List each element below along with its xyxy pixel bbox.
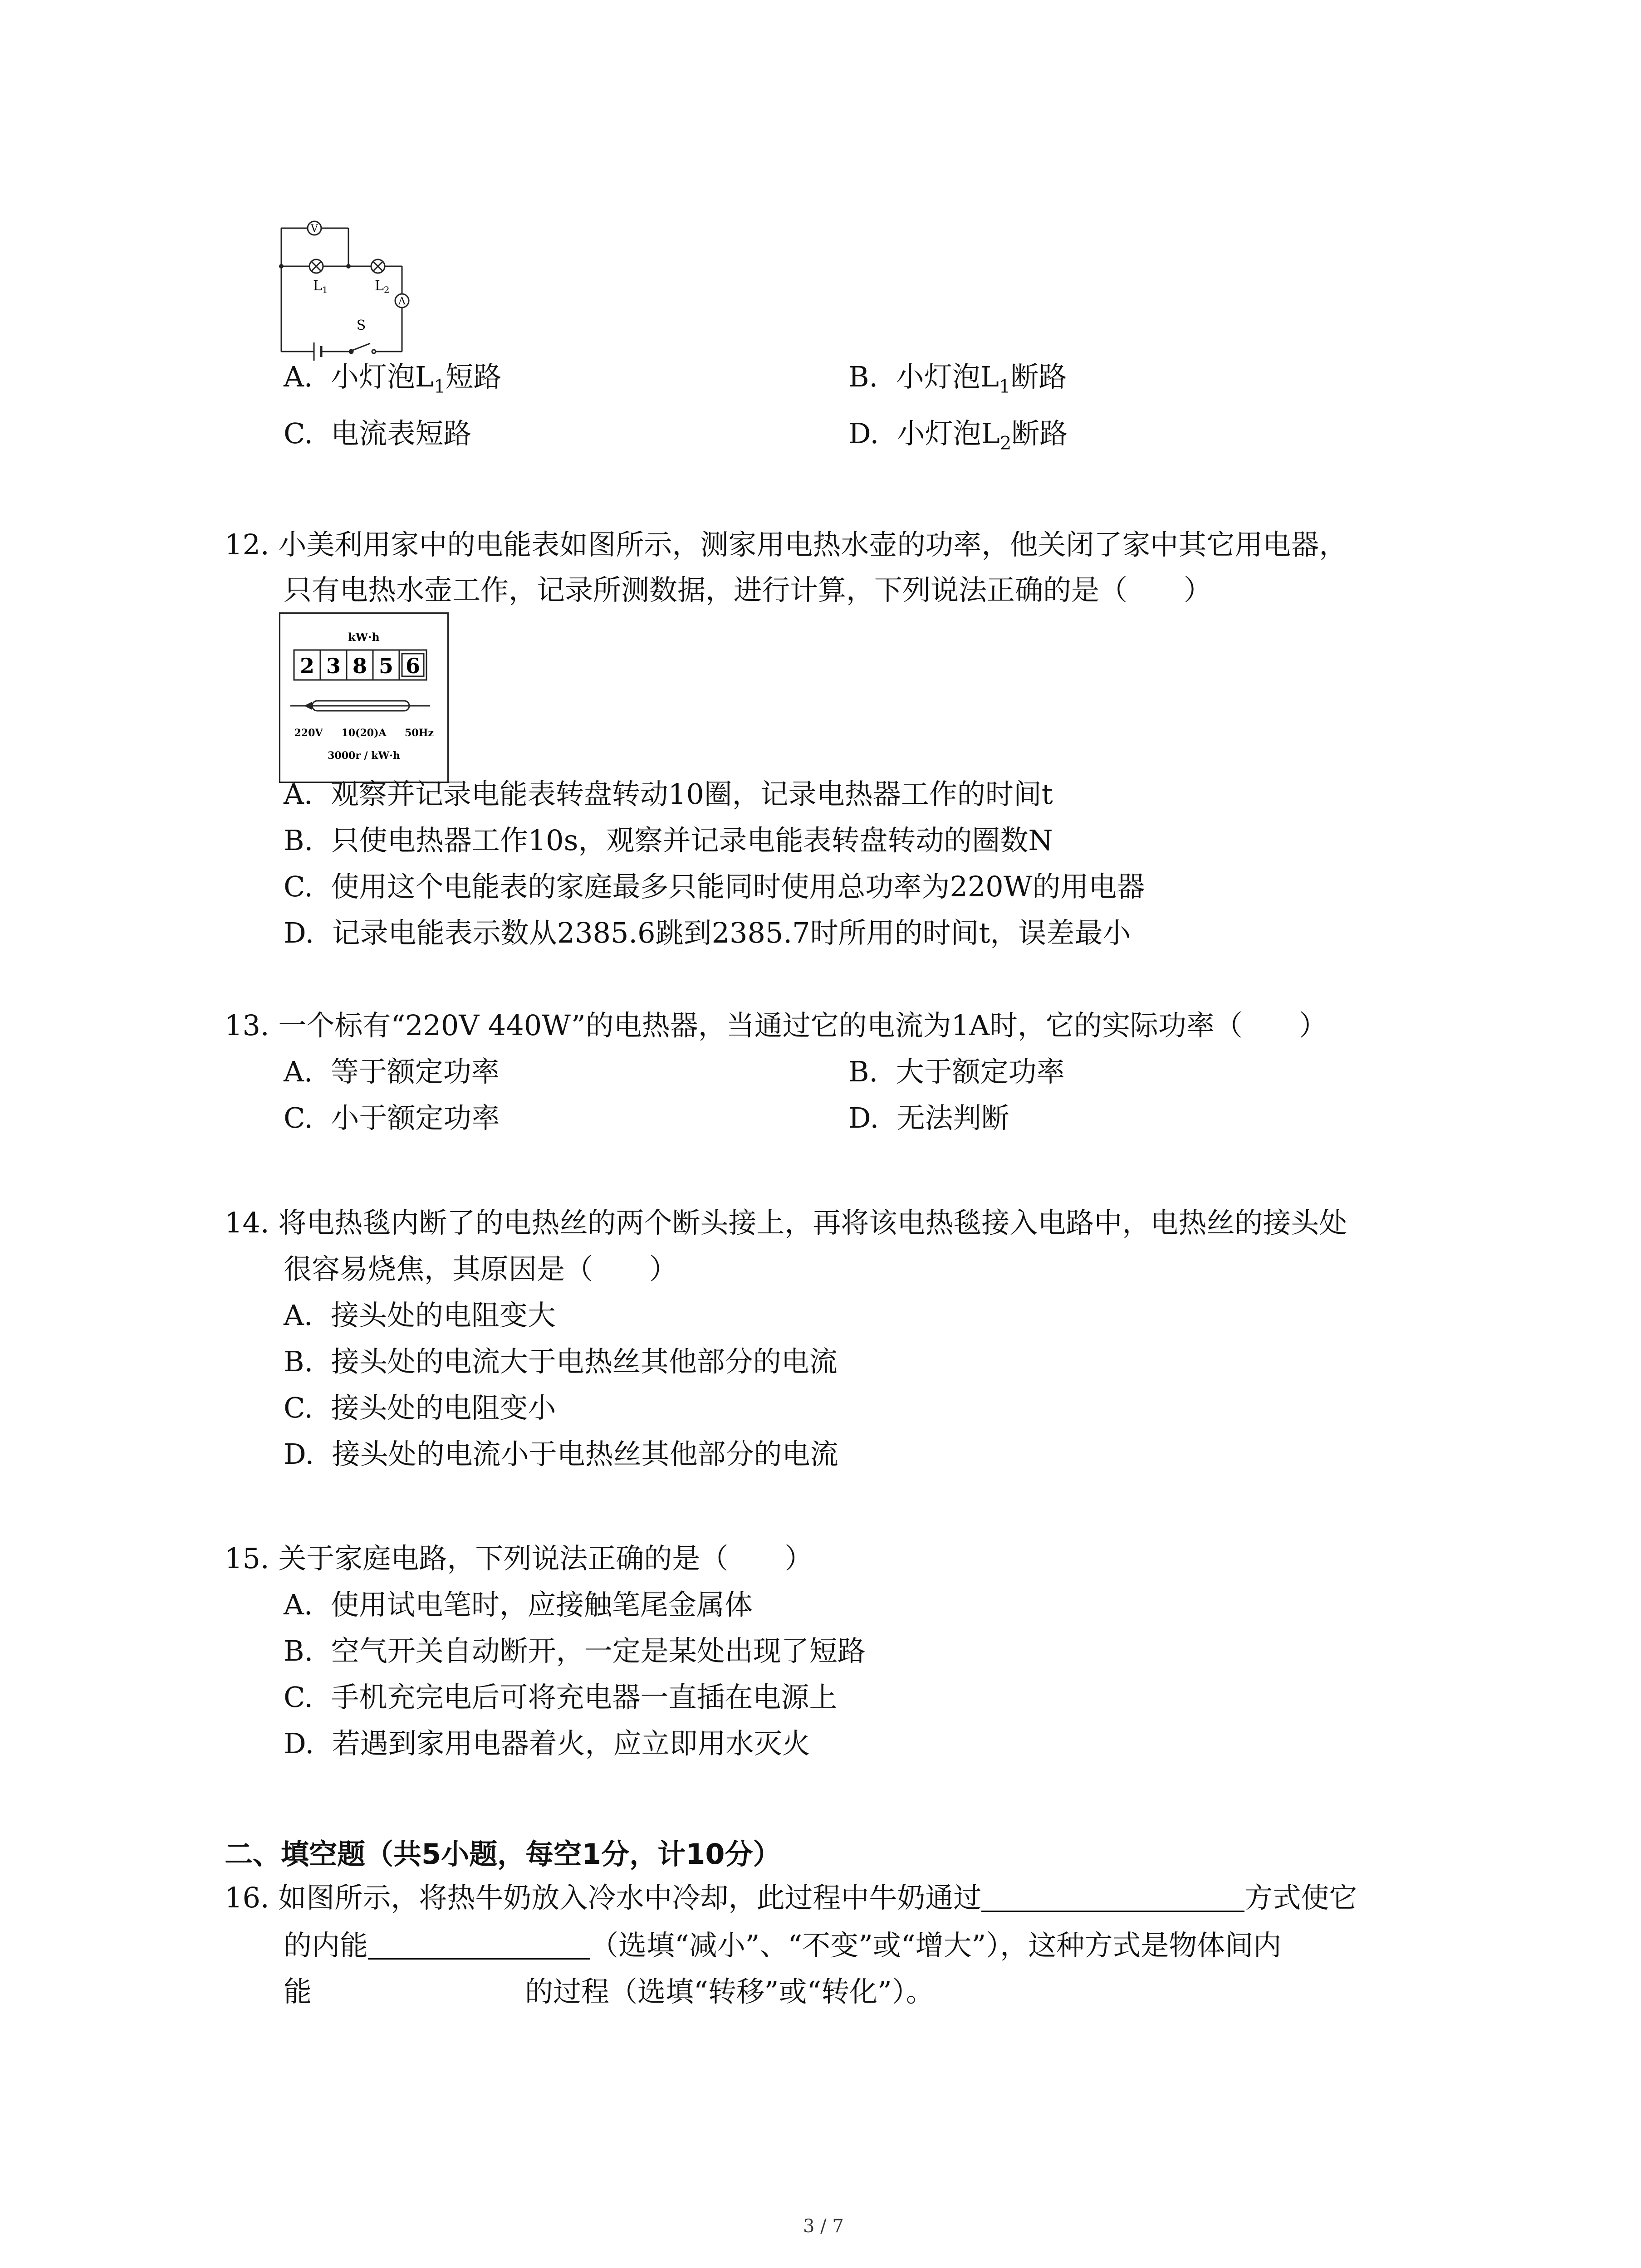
q11-option-d[interactable]: D. 小灯泡$L_2$断路 [848,417,1068,454]
lamp1-sub: 1 [322,284,328,295]
q15-stem: 15. 关于家庭电路，下列说法正确的是（ ） [225,1542,813,1575]
meter-spec: 220V [294,727,323,739]
option-label: A. [284,1055,313,1088]
q12-option-d[interactable]: D. 记录电能表示数从2385.6跳到2385.7时所用的时间t，误差最小 [284,916,1131,949]
switch-label: S [356,318,366,333]
q11-option-b[interactable]: B. 小灯泡$L_1$断路 [848,360,1067,397]
option-label: B. [284,824,314,857]
answer-blank-2[interactable] [368,1930,590,1960]
question-number: 14. [225,1206,269,1239]
meter-spec: 50Hz [405,727,434,739]
q12-stem-line1: 12. 小美利用家中的电能表如图所示，测家用电热水壶的功率，他关闭了家中其它用电器， [225,528,1347,561]
option-label: D. [284,1727,314,1760]
meter-digit: 8 [352,654,367,678]
option-label: C. [284,417,313,450]
q14-stem-line1: 14. 将电热毯内断了的电热丝的两个断头接上，再将该电热毯接入电路中，电热丝的接头处 [225,1206,1347,1239]
meter-digit: 3 [326,654,341,678]
q13-option-a[interactable]: A. 等于额定功率 [284,1055,500,1088]
lamp1-label: L [313,278,322,294]
voltmeter-label: V [311,223,318,235]
q13-option-c[interactable]: C. 小于额定功率 [284,1101,500,1134]
q14-option-d[interactable]: D. 接头处的电流小于电热丝其他部分的电流 [284,1437,838,1471]
electric-meter-figure [279,612,449,783]
option-label: B. [284,1634,314,1667]
q14-stem-line2: 很容易烧焦，其原因是（ ） [284,1252,678,1286]
option-label: B. [284,1345,314,1378]
q12-stem-line2: 只有电热水壶工作，记录所测数据，进行计算，下列说法正确的是（ ） [284,573,1212,606]
option-label: A. [284,1299,313,1332]
meter-digit: 5 [378,654,394,678]
option-label: C. [284,870,313,903]
meter-unit: kW·h [348,631,380,644]
option-label: A. [284,777,313,811]
option-label: C. [284,1681,313,1714]
option-label: A. [284,360,313,393]
q14-option-a[interactable]: A. 接头处的电阻变大 [284,1299,556,1332]
option-label: A. [284,1588,313,1621]
q12-option-b[interactable]: B. 只使电热器工作10s，观察并记录电能表转盘转动的圈数N [284,824,1053,857]
q13-option-b[interactable]: B. 大于额定功率 [848,1055,1065,1088]
q12-option-c[interactable]: C. 使用这个电能表的家庭最多只能同时使用总功率为220W的用电器 [284,870,1145,903]
lamp2-sub: 2 [383,284,390,295]
q11-option-a[interactable]: A. 小灯泡$L_1$短路 [284,360,502,397]
question-number: 13. [225,1009,269,1042]
q14-option-b[interactable]: B. 接头处的电流大于电热丝其他部分的电流 [284,1345,838,1378]
meter-digit: 6 [405,654,421,678]
option-label: D. [284,916,314,949]
option-label: D. [848,417,879,450]
meter-spec: 10(20)A [341,727,387,739]
option-label: B. [848,1055,878,1088]
q14-option-c[interactable]: C. 接头处的电阻变小 [284,1391,556,1424]
q15-option-b[interactable]: B. 空气开关自动断开，一定是某处出现了短路 [284,1634,866,1667]
question-number: 16. [225,1881,269,1914]
svg-text:L1 [313,278,328,295]
option-label: C. [284,1101,313,1134]
q12-option-a[interactable]: A. 观察并记录电能表转盘转动10圈，记录电热器工作的时间t [284,777,1053,811]
q15-option-d[interactable]: D. 若遇到家用电器着火，应立即用水灭火 [284,1727,810,1760]
section-heading: 二、填空题（共5小题，每空1分，计10分） [225,1838,781,1871]
answer-blank-3[interactable] [312,1978,525,2006]
question-number: 15. [225,1542,269,1575]
option-label: B. [848,360,878,393]
ammeter-label: A [398,296,406,307]
answer-blank-1[interactable] [981,1882,1244,1912]
lamp2-label: L [375,278,384,294]
q13-option-d[interactable]: D. 无法判断 [848,1101,1009,1134]
meter-rate: 3000r / kW·h [328,750,400,762]
q15-option-c[interactable]: C. 手机充完电后可将充电器一直插在电源上 [284,1681,838,1714]
option-label: D. [284,1437,314,1471]
svg-text:L2 [375,278,390,295]
q13-stem: 13. 一个标有“220V 440W”的电热器，当通过它的电流为1A时，它的实际功率（ ） [225,1009,1327,1042]
meter-digit: 2 [299,654,315,678]
page-number: 3 / 7 [803,2216,844,2237]
q16-line3: 能 的过程（选填“转移”或“转化”）。 [284,1975,934,2008]
q15-option-a[interactable]: A. 使用试电笔时，应接触笔尾金属体 [284,1588,753,1621]
question-number: 12. [225,528,269,561]
q11-option-c[interactable]: C. 电流表短路 [284,417,472,450]
q16-line1: 16. 如图所示，将热牛奶放入冷水中冷却，此过程中牛奶通过 方式使它 [225,1881,1357,1914]
option-label: D. [848,1101,879,1134]
circuit-diagram [268,206,422,363]
option-label: C. [284,1391,313,1424]
q16-line2: 的内能 （选填“减小”、“不变”或“增大”），这种方式是物体间内 [284,1929,1282,1962]
